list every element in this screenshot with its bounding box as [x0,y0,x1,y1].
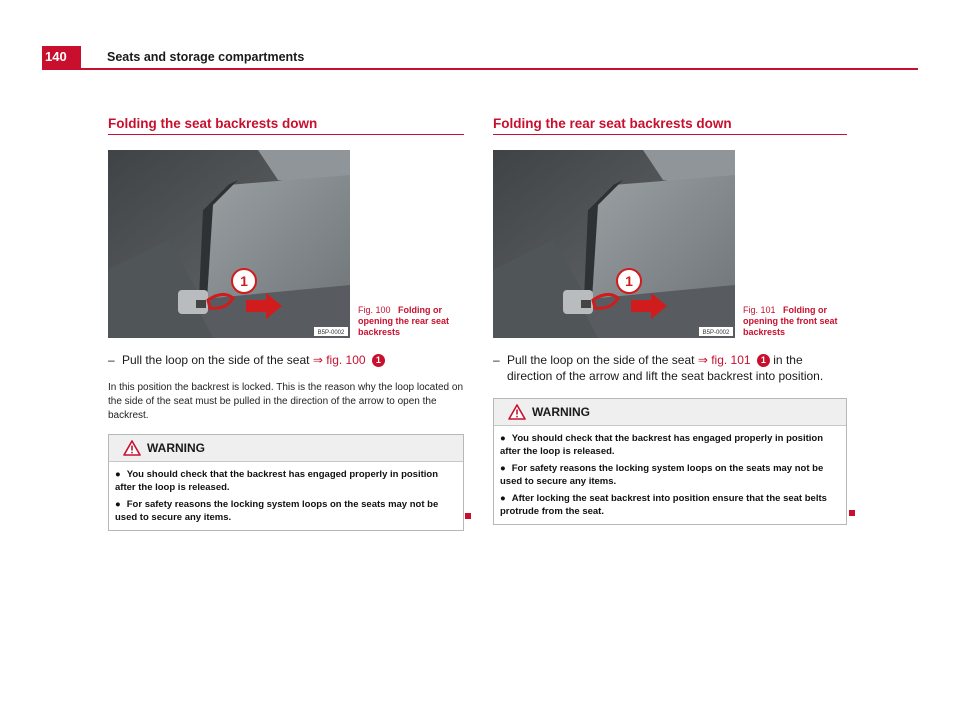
figure-number: Fig. 101 [743,305,776,315]
figure-caption-right [743,305,853,338]
figure-callout: 1 [625,273,633,289]
figure-reference-link[interactable]: ⇒ fig. 101 [697,353,751,367]
callout-badge: 1 [372,354,385,367]
warning-box-left [108,434,464,531]
figure-reference-link[interactable]: ⇒ fig. 100 [312,353,366,367]
bullet: ● [500,463,506,474]
bullet: ● [115,469,121,480]
warning-label: WARNING [147,441,205,455]
figure-number: Fig. 100 [358,305,391,315]
section-end-mark [849,510,855,516]
figure-101 [493,150,735,338]
warning-item: ● After locking the seat backrest into position ensure that the seat belts protrude from the seat. [500,493,827,517]
figure-callout: 1 [240,273,248,289]
body-paragraph-left: In this position the backrest is locked. This is the reason why the loop located on the side of the seat must be pulled in the direction of the arrow to open the backrest. [108,382,464,421]
page-number: 140 [42,46,81,68]
warning-box-right [493,398,847,525]
seat-photo-left [108,150,350,338]
warning-item: ● You should check that the backrest has engaged properly in position after the loop is released. [115,469,439,493]
figure-100 [108,150,350,338]
page-header [42,46,918,70]
warning-triangle-icon [123,440,141,456]
step-text: Pull the loop on the side of the seat [507,353,695,367]
step-text: Pull the loop on the side of the seat [122,353,310,367]
warning-triangle-icon [508,404,526,420]
warning-item: ● For safety reasons the locking system loops on the seats may not be used to secure any items. [115,499,439,523]
figure-code: B5P-0002 [317,330,345,336]
instruction-step-right [493,352,847,384]
seat-photo-right [493,150,735,338]
step-dash: – [493,353,500,367]
step-dash: – [108,353,115,367]
step-text-continued: in the direction of the arrow and lift the seat backrest into position. [507,353,824,383]
callout-badge: 1 [757,354,770,367]
instruction-step-left [108,352,464,368]
figure-caption-left [358,305,468,338]
warning-list [494,426,846,524]
warning-header [109,435,463,462]
warning-header [494,399,846,426]
bullet: ● [500,493,506,504]
figure-caption-text: Folding or opening the rear seat backrests [358,305,450,337]
section-title-left: Folding the seat backrests down [108,117,464,135]
warning-item: ● For safety reasons the locking system loops on the seats may not be used to secure any items. [500,463,824,487]
bullet: ● [115,499,121,510]
figure-code: B5P-0002 [702,330,730,336]
section-title-right: Folding the rear seat backrests down [493,117,847,135]
warning-item: ● You should check that the backrest has engaged properly in position after the loop is released. [500,433,824,457]
warning-list [109,462,463,530]
figure-caption-text: Folding or opening the front seat backrests [743,305,838,337]
section-end-mark [465,513,471,519]
chapter-title: Seats and storage compartments [107,50,305,64]
warning-label: WARNING [532,405,590,419]
bullet: ● [500,433,506,444]
